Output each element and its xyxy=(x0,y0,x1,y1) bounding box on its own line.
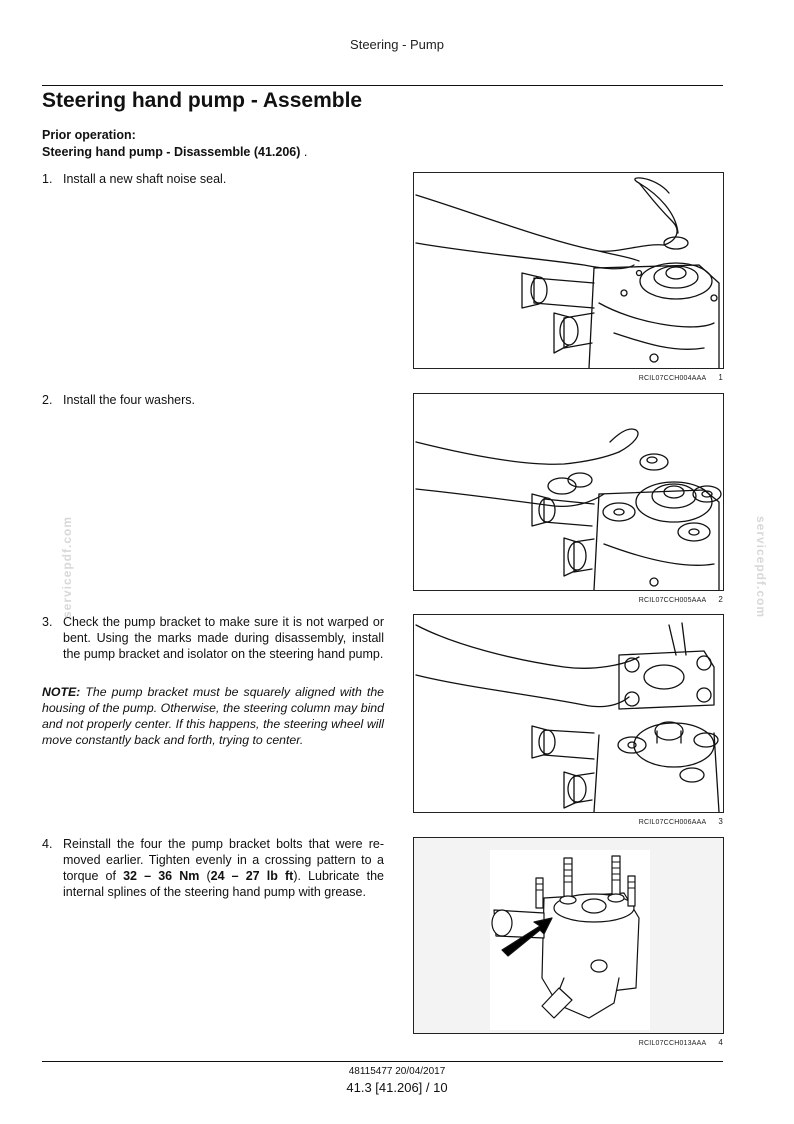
figure-number: 3 xyxy=(718,817,723,826)
step-text xyxy=(63,836,384,900)
step-1 xyxy=(42,171,384,187)
figure-2-caption xyxy=(413,595,723,604)
step-number: 4. xyxy=(42,837,53,851)
step-text-part: ). Lubricate the internal splines of the steering hand pump with grease. xyxy=(63,869,384,899)
footer-page-number: 41.3 [41.206] / 10 xyxy=(346,1080,448,1095)
step-4 xyxy=(42,836,384,900)
step-2 xyxy=(42,392,384,408)
note-label: NOTE: xyxy=(42,685,81,699)
figure-1-caption xyxy=(413,373,723,382)
figure-1-illustration xyxy=(414,173,723,368)
watermark-right: servicepdf.com xyxy=(754,515,769,619)
figure-3-illustration xyxy=(414,615,723,812)
prior-operation-suffix: . xyxy=(300,145,308,159)
step-text-part: ( xyxy=(199,869,211,883)
figure-code: RCIL07CCH005AAA xyxy=(638,597,707,604)
figure-4 xyxy=(413,837,724,1034)
step-number: 2. xyxy=(42,393,53,407)
prior-operation xyxy=(42,127,307,161)
footer-doc-info: 48115477 20/04/2017 xyxy=(348,1066,446,1077)
figure-number: 2 xyxy=(718,595,723,604)
figure-code: RCIL07CCH006AAA xyxy=(638,819,707,826)
figure-2 xyxy=(413,393,724,591)
figure-3-caption xyxy=(413,817,723,826)
step-text-part: Reinstall the four the pump bracket bolts that were re-moved earlier. Tighten evenly in a crossing pattern to a torque of xyxy=(63,837,384,883)
figure-3 xyxy=(413,614,724,813)
step-text: Check the pump bracket to make sure it is not warped or bent. Using the marks made during disassembly, install the pump bracket and isolator on the steering hand pump. xyxy=(63,615,384,661)
prior-operation-link[interactable]: Steering hand pump - Disassemble (41.206) xyxy=(42,145,301,159)
figure-number: 4 xyxy=(718,1038,723,1047)
step-text: Install a new shaft noise seal. xyxy=(63,172,227,186)
torque-nm: 32 – 36 Nm xyxy=(123,869,200,883)
page-title: Steering hand pump - Assemble xyxy=(42,89,363,112)
figure-2-illustration xyxy=(414,394,723,590)
watermark-left: servicepdf.com xyxy=(60,515,75,619)
note xyxy=(42,684,384,748)
step-number: 3. xyxy=(42,615,53,629)
step-text: Install the four washers. xyxy=(63,393,196,407)
figure-number: 1 xyxy=(718,373,723,382)
step-number: 1. xyxy=(42,172,53,186)
torque-lbft: 24 – 27 lb ft xyxy=(210,869,294,883)
running-header: Steering - Pump xyxy=(350,37,444,52)
prior-operation-label: Prior operation: xyxy=(42,128,136,142)
figure-code: RCIL07CCH004AAA xyxy=(638,375,707,382)
footer-rule xyxy=(42,1061,723,1062)
figure-code: RCIL07CCH013AAA xyxy=(638,1040,707,1047)
step-3 xyxy=(42,614,384,662)
header-rule xyxy=(42,85,723,86)
figure-4-caption xyxy=(413,1038,723,1047)
note-text: The pump bracket must be squarely aligned with the housing of the pump. Otherwise, the steering column may bind and not properly center. If this happens, the steering wheel will move constantly back and forth, trying to center. xyxy=(42,685,384,747)
figure-1 xyxy=(413,172,724,369)
figure-4-illustration xyxy=(414,838,723,1033)
